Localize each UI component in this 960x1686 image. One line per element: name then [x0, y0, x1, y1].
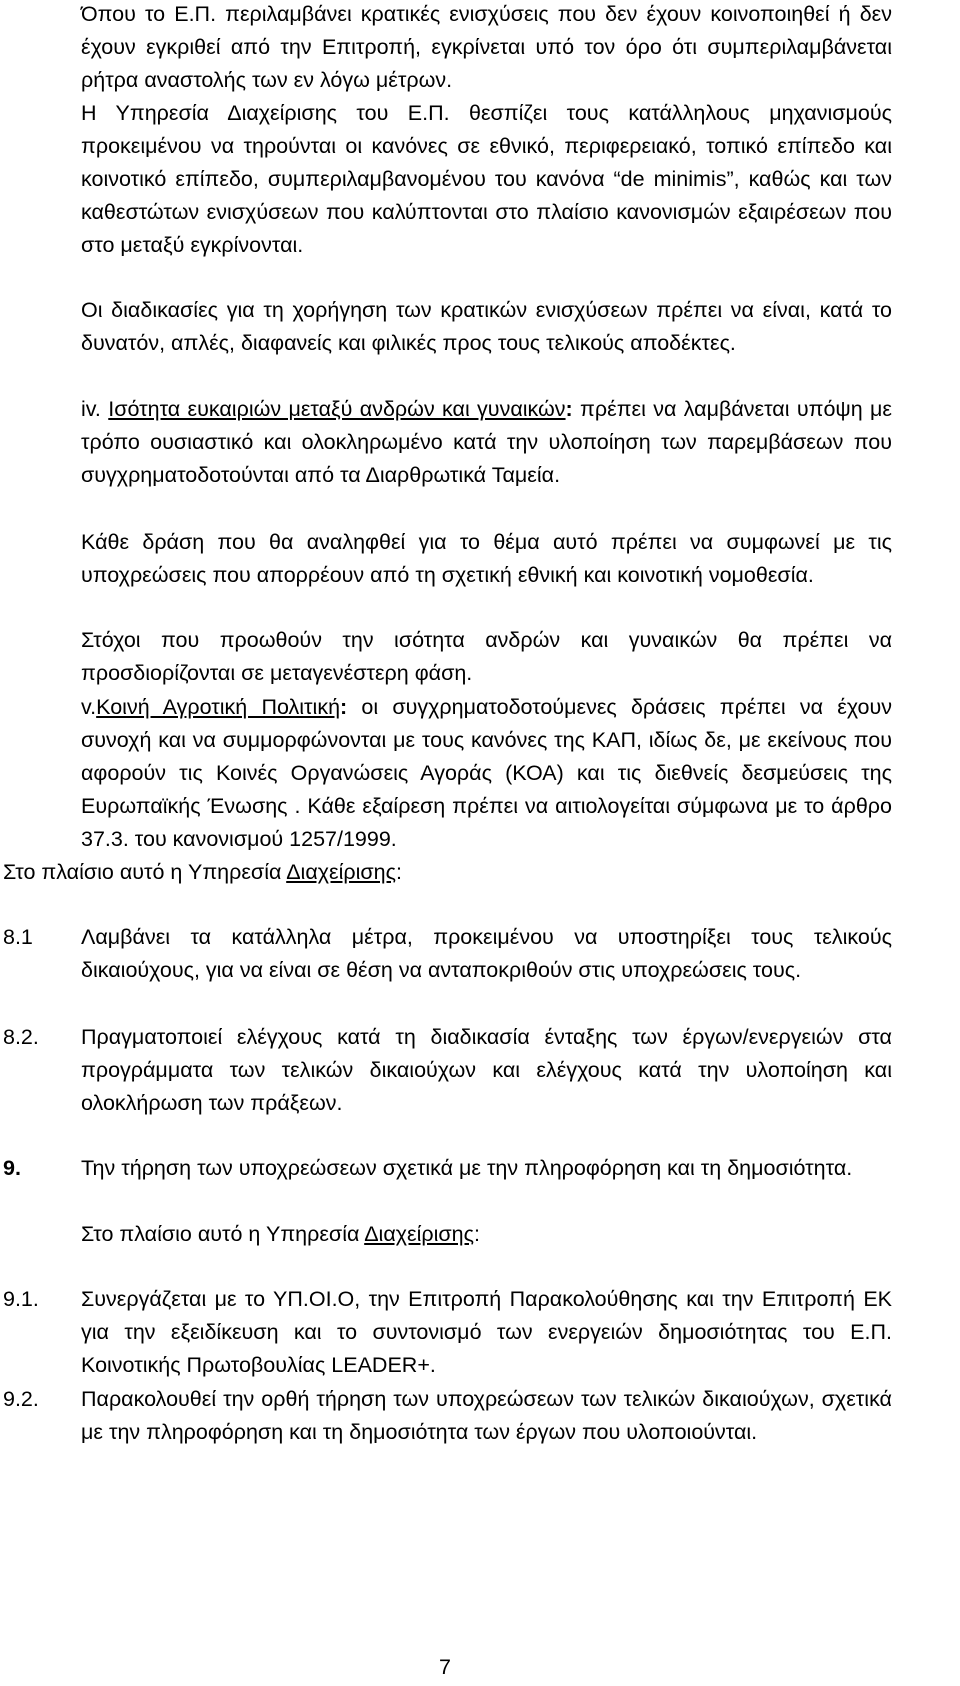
section-iv-heading: Ισότητα ευκαιριών μεταξύ ανδρών και γυναικών: [108, 397, 566, 421]
section-iv-colon: :: [565, 397, 573, 421]
section-iv-text: πρέπει να λαμβάνεται υπόψη με τρόπο ουσιαστικό και ολοκληρωμένο κατά την υλοποίηση των παρεμβάσεων που συγχρηματοδοτούνται από τα Διαρθρωτικά Ταμεία.: [81, 397, 892, 487]
item-text-8-1: Λαμβάνει τα κατάλληλα μέτρα, προκειμένου να υποστηρίξει τους τελικούς δικαιούχους, για να είναι σε θέση να ανταποκριθούν στις υποχρεώσεις τους.: [81, 925, 892, 982]
item-text-8-2: Πραγματοποιεί ελέγχους κατά τη διαδικασία ένταξης των έργων/ενεργειών στα προγράμματα των τελικών δικαιούχων και ελέγχους κατά την υλοποίηση και ολοκλήρωση των πράξεων.: [81, 1025, 892, 1115]
paragraph-equality-goals: Στόχοι που προωθούν την ισότητα ανδρών και γυναικών θα πρέπει να προσδιορίζονται σε μεταγενέστερη φάση.: [81, 628, 892, 685]
section-v-heading: Κοινή Αγροτική Πολιτική: [96, 695, 341, 719]
section-v-cap: [81, 691, 892, 856]
paragraph-state-aid-approval: Όπου το Ε.Π. περιλαμβάνει κρατικές ενισχύσεις που δεν έχουν κοινοποιηθεί ή δεν έχουν εγκριθεί από την Επιτροπή, εγκρίνεται υπό τον όρο ότι συμπεριλαμβάνεται ρήτρα αναστολής των εν λόγω μέτρων.: [81, 2, 892, 92]
section-iv-equality: [81, 393, 892, 492]
paragraph-management-mechanisms: Η Υπηρεσία Διαχείρισης του Ε.Π. θεσπίζει τους κατάλληλους μηχανισμούς προκειμένου να τηρούνται οι κανόνες σε εθνικό, περιφερειακό, τοπικό επίπεδο και κοινοτικό επίπεδο, συμπεριλαμβανομένου του κανόνα “de minimis”, καθώς και των καθεστώτων ενισχύσεων που καλύπτονται στο πλαίσιο κανονισμών εξαιρέσεων που στο μεταξύ εγκρίνονται.: [81, 101, 892, 257]
item-text-9-1: Συνεργάζεται με το ΥΠ.ΟΙ.Ο, την Επιτροπή Παρακολούθησης και την Επιτροπή ΕΚ για την εξειδίκευση και το συντονισμό των ενεργειών δημοσιότητας του Ε.Π. Κοινοτικής Πρωτοβουλίας LEADER+.: [81, 1287, 892, 1377]
context-line-underlined: Διαχείρισης: [286, 860, 396, 884]
section-v-marker: v.: [81, 695, 97, 719]
section-9-number: 9.: [3, 1156, 21, 1180]
item-number-9-1: 9.1.: [3, 1287, 39, 1311]
item-number-9-2: 9.2.: [3, 1387, 39, 1411]
item-number-8-2: 8.2.: [3, 1025, 39, 1049]
item-number-8-1: 8.1: [3, 925, 33, 949]
item-text-9-2: Παρακολουθεί την ορθή τήρηση των υποχρεώσεων των τελικών δικαιούχων, σχετικά με την πληροφόρηση και τη δημοσιότητα των έργων που υλοποιούνται.: [81, 1387, 892, 1444]
section-9-context-underlined: Διαχείρισης: [364, 1222, 474, 1246]
section-v-text: οι συγχρηματοδοτούμενες δράσεις πρέπει να έχουν συνοχή και να συμμορφώνονται με τους κανόνες της ΚΑΠ, ιδίως δε, με εκείνους που αφορούν τις Κοινές Οργανώσεις Αγοράς (ΚΟΑ) και τις διεθνείς δεσμεύσεις της Ευρωπαϊκής Ένωσης . Κάθε εξαίρεση πρέπει να αιτιολογείται σύμφωνα με το άρθρο 37.3. του κανονισμού 1257/1999.: [81, 695, 892, 851]
section-9-text: Την τήρηση των υποχρεώσεων σχετικά με την πληροφόρηση και τη δημοσιότητα.: [81, 1156, 853, 1180]
page-number: 7: [439, 1655, 451, 1679]
section-iv-marker: iv.: [81, 397, 109, 421]
section-9-context-line: Στο πλαίσιο αυτό η Υπηρεσία Διαχείρισης:: [81, 1222, 480, 1246]
context-line-management: Στο πλαίσιο αυτό η Υπηρεσία Διαχείρισης:: [3, 860, 402, 884]
paragraph-aid-procedures: Οι διαδικασίες για τη χορήγηση των κρατικών ενισχύσεων πρέπει να είναι, κατά το δυνατόν, απλές, διαφανείς και φιλικές προς τους τελικούς αποδέκτες.: [81, 298, 892, 355]
section-v-colon: :: [340, 695, 348, 719]
paragraph-equality-actions: Κάθε δράση που θα αναληφθεί για το θέμα αυτό πρέπει να συμφωνεί με τις υποχρεώσεις που απορρέουν από τη σχετική εθνική και κοινοτική νομοθεσία.: [81, 530, 892, 587]
